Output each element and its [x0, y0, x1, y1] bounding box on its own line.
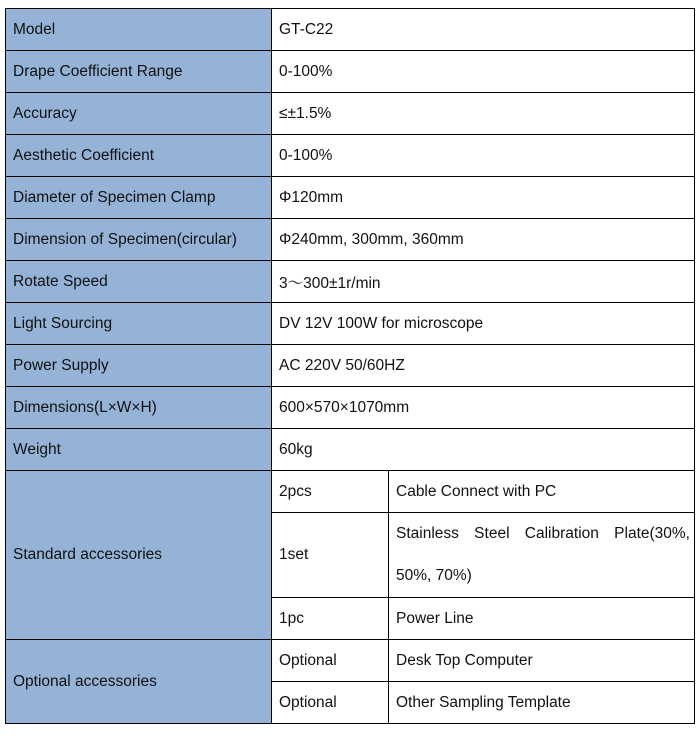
spec-table — [5, 8, 695, 724]
label-optional-accessories: Optional accessories — [6, 640, 272, 724]
accessory-qty: 1set — [272, 513, 389, 598]
accessory-qty: Optional — [272, 640, 389, 682]
table-row — [6, 177, 695, 219]
value-power-supply: AC 220V 50/60HZ — [272, 345, 695, 387]
table-row — [6, 303, 695, 345]
value-dimensions: 600×570×1070mm — [272, 387, 695, 429]
label-specimen-dimension: Dimension of Specimen(circular) — [6, 219, 272, 261]
label-drape-coefficient-range: Drape Coefficient Range — [6, 51, 272, 93]
table-row — [6, 261, 695, 303]
label-light-sourcing: Light Sourcing — [6, 303, 272, 345]
table-row — [6, 51, 695, 93]
value-clamp-diameter: Φ120mm — [272, 177, 695, 219]
accessory-desc: Cable Connect with PC — [389, 471, 695, 513]
value-accuracy: ≤±1.5% — [272, 93, 695, 135]
table-row — [6, 9, 695, 51]
value-aesthetic-coefficient: 0-100% — [272, 135, 695, 177]
label-accuracy: Accuracy — [6, 93, 272, 135]
accessory-desc: Power Line — [389, 598, 695, 640]
label-aesthetic-coefficient: Aesthetic Coefficient — [6, 135, 272, 177]
accessory-desc: Stainless Steel Calibration Plate(30%, 50%, 70%) — [389, 513, 695, 598]
table-row — [6, 345, 695, 387]
value-rotate-speed: 3～300±1r/min — [272, 261, 695, 303]
accessory-desc: Other Sampling Template — [389, 682, 695, 724]
value-drape-coefficient-range: 0-100% — [272, 51, 695, 93]
table-row — [6, 135, 695, 177]
value-specimen-dimension: Φ240mm, 300mm, 360mm — [272, 219, 695, 261]
label-model: Model — [6, 9, 272, 51]
accessory-qty: Optional — [272, 682, 389, 724]
label-power-supply: Power Supply — [6, 345, 272, 387]
table-row — [6, 219, 695, 261]
value-light-sourcing: DV 12V 100W for microscope — [272, 303, 695, 345]
table-row — [6, 471, 695, 513]
label-clamp-diameter: Diameter of Specimen Clamp — [6, 177, 272, 219]
label-dimensions: Dimensions(L×W×H) — [6, 387, 272, 429]
table-row — [6, 429, 695, 471]
label-rotate-speed: Rotate Speed — [6, 261, 272, 303]
value-weight: 60kg — [272, 429, 695, 471]
accessory-desc: Desk Top Computer — [389, 640, 695, 682]
label-standard-accessories: Standard accessories — [6, 471, 272, 640]
accessory-qty: 1pc — [272, 598, 389, 640]
value-model: GT-C22 — [272, 9, 695, 51]
table-row — [6, 387, 695, 429]
label-weight: Weight — [6, 429, 272, 471]
table-row — [6, 93, 695, 135]
table-row — [6, 640, 695, 682]
accessory-qty: 2pcs — [272, 471, 389, 513]
